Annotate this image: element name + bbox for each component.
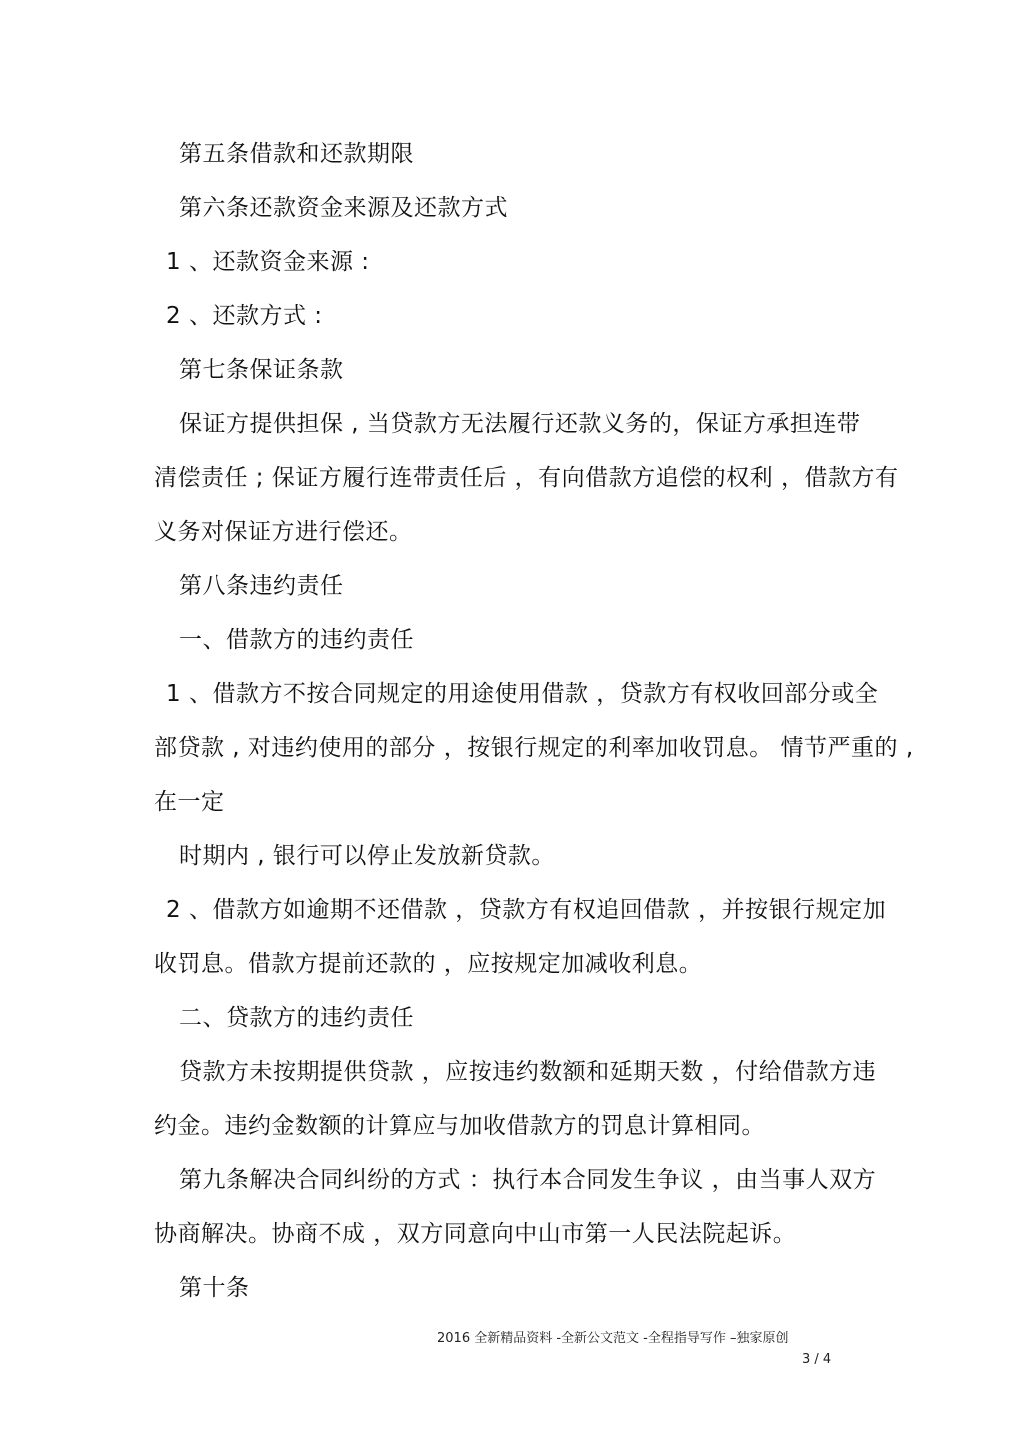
borrower-clause-1-line-4: 时期内 , 银行可以停止发放新贷款。: [179, 843, 555, 869]
article-9-line-1: 第九条解决合同纠纷的方式 ：执行本合同发生争议 ，由当事人双方: [179, 1167, 877, 1193]
article-8-heading: 第八条违约责任: [179, 573, 344, 599]
borrower-clause-1-line-2: 部贷款 , 对违约使用的部分 ，按银行规定的利率加收罚息。 情节严重的 ,: [154, 735, 914, 761]
repayment-method-item: 2 、还款方式 :: [166, 303, 323, 329]
lender-liability-heading: 二、贷款方的违约责任: [179, 1005, 414, 1031]
article-6-heading: 第六条还款资金来源及还款方式: [179, 195, 508, 221]
footer-text: 2016 全新精品资料 -全新公文范文 -全程指导写作 –独家原创: [437, 1331, 789, 1346]
lender-clause-line-1: 贷款方未按期提供贷款 ，应按违约数额和延期天数 ，付给借款方违: [179, 1059, 877, 1085]
repayment-source-item: 1 、还款资金来源 :: [166, 249, 370, 275]
guarantee-paragraph-line-2: 清偿责任 ; 保证方履行连带责任后 ，有向借款方追偿的权利 ，借款方有: [154, 465, 899, 491]
borrower-liability-heading: 一、借款方的违约责任: [179, 627, 414, 653]
article-10-heading: 第十条: [179, 1275, 250, 1301]
borrower-clause-2-line-1: 2 、借款方如逾期不还借款 ，贷款方有权追回借款 ，并按银行规定加: [166, 897, 887, 923]
lender-clause-line-2: 约金。违约金数额的计算应与加收借款方的罚息计算相同。: [154, 1113, 765, 1139]
article-7-heading: 第七条保证条款: [179, 357, 344, 383]
guarantee-paragraph-line-1: 保证方提供担保 , 当贷款方无法履行还款义务的，保证方承担连带: [179, 411, 861, 437]
borrower-clause-2-line-2: 收罚息。借款方提前还款的 ，应按规定加减收利息。: [154, 951, 703, 977]
borrower-clause-1-line-3: 在一定: [154, 789, 225, 815]
article-9-line-2: 协商解决。协商不成 ，双方同意向中山市第一人民法院起诉。: [154, 1221, 797, 1247]
borrower-clause-1-line-1: 1 、借款方不按合同规定的用途使用借款 ，贷款方有权收回部分或全: [166, 681, 879, 707]
guarantee-paragraph-line-3: 义务对保证方进行偿还。: [154, 519, 413, 545]
article-5-heading: 第五条借款和还款期限: [179, 141, 414, 167]
page-number: 3 / 4: [802, 1352, 832, 1367]
